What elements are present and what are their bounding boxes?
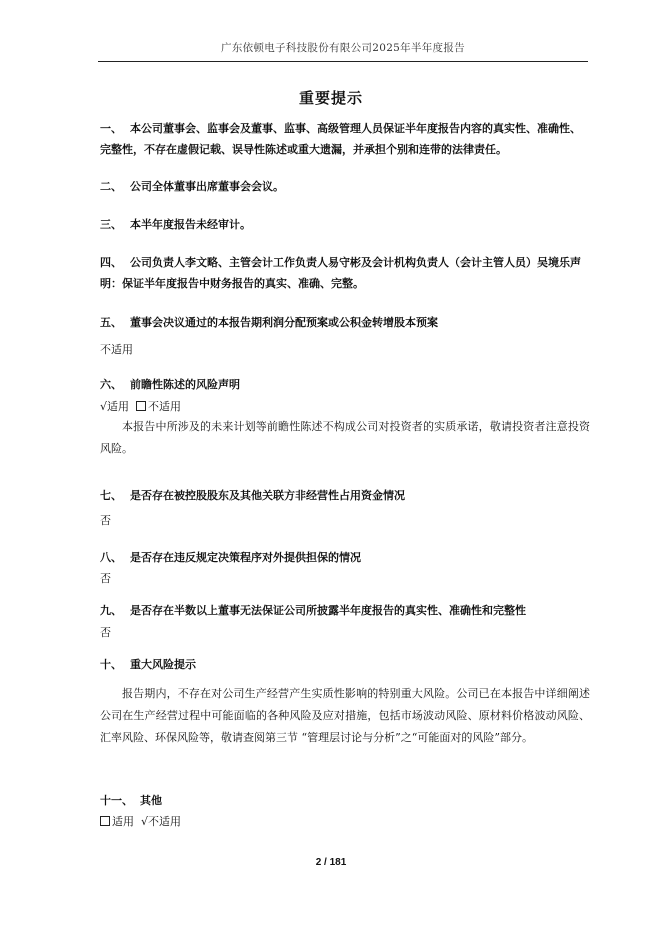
section-6-checkboxes — [100, 397, 590, 417]
section-heading: 前瞻性陈述的风险声明 — [130, 378, 240, 391]
section-text: 本半年度报告未经审计。 — [130, 218, 251, 231]
section-number: 七、 — [100, 489, 122, 502]
section-1 — [100, 118, 590, 160]
section-9-body: 否 — [100, 626, 111, 639]
checkbox-not-applicable-label: 不适用 — [148, 400, 182, 413]
checkbox-not-applicable-checked: √不适用 — [141, 815, 182, 828]
checkbox-empty-icon — [136, 401, 146, 411]
section-number: 六、 — [100, 378, 122, 391]
section-11-checkboxes — [100, 812, 590, 832]
section-11-heading — [100, 790, 590, 811]
section-4 — [100, 252, 590, 294]
section-8-body: 否 — [100, 572, 111, 585]
section-text: 本公司董事会、监事会及董事、监事、高级管理人员保证半年度报告内容的真实性、准确性、完整性，不存在虚假记载、误导性陈述或重大遗漏，并承担个别和连带的法律责任。 — [100, 122, 581, 156]
section-number: 一、 — [100, 122, 122, 135]
section-number: 十一、 — [100, 794, 133, 807]
section-number: 八、 — [100, 551, 122, 564]
checkbox-applicable-label: 适用 — [112, 815, 134, 828]
section-5-body: 不适用 — [100, 343, 133, 356]
header-rule — [98, 61, 588, 62]
section-text: 公司全体董事出席董事会会议。 — [130, 180, 284, 193]
section-heading: 重大风险提示 — [130, 658, 196, 671]
section-7-body: 否 — [100, 514, 111, 527]
section-number: 二、 — [100, 180, 122, 193]
section-number: 三、 — [100, 218, 122, 231]
section-10-heading — [100, 654, 590, 675]
section-heading: 董事会决议通过的本报告期利润分配预案或公积金转增股本预案 — [130, 316, 438, 329]
section-2 — [100, 176, 590, 197]
section-text: 公司负责人李文略、主管会计工作负责人易守彬及会计机构负责人（会计主管人员）吴境乐声明：保证半年度报告中财务报告的真实、准确、完整。 — [100, 256, 581, 290]
checkbox-empty-icon — [100, 816, 110, 826]
section-heading: 其他 — [140, 794, 162, 807]
page-title: 重要提示 — [298, 89, 363, 107]
section-8-heading — [100, 547, 590, 568]
section-7-heading — [100, 485, 590, 506]
running-header: 广东依顿电子科技股份有限公司2025年半年度报告 — [221, 42, 465, 54]
section-9-heading — [100, 600, 590, 621]
section-number: 四、 — [100, 256, 122, 269]
section-10-body: 报告期内，不存在对公司生产经营产生实质性影响的特别重大风险。公司已在本报告中详细阐述公司在生产经营过程中可能面临的各种风险及应对措施，包括市场波动风险、原材料价格波动风险、汇率风险、环保风险等，敬请查阅第三节 “管理层讨论与分析”之“可能面对的风险”部分。 — [100, 687, 590, 744]
section-number: 五、 — [100, 316, 122, 329]
section-heading: 是否存在被控股股东及其他关联方非经营性占用资金情况 — [130, 489, 405, 502]
section-number: 十、 — [100, 658, 122, 671]
checkbox-applicable-checked: √适用 — [100, 400, 130, 413]
section-3 — [100, 214, 590, 235]
section-5-heading — [100, 312, 590, 333]
section-heading: 是否存在半数以上董事无法保证公司所披露半年度报告的真实性、准确性和完整性 — [130, 604, 526, 617]
section-6-body: 本报告中所涉及的未来计划等前瞻性陈述不构成公司对投资者的实质承诺，敬请投资者注意投资风险。 — [100, 420, 590, 455]
page-number: 2 / 181 — [315, 857, 347, 868]
section-heading: 是否存在违反规定决策程序对外提供担保的情况 — [130, 551, 361, 564]
section-6-heading — [100, 374, 590, 395]
section-number: 九、 — [100, 604, 122, 617]
